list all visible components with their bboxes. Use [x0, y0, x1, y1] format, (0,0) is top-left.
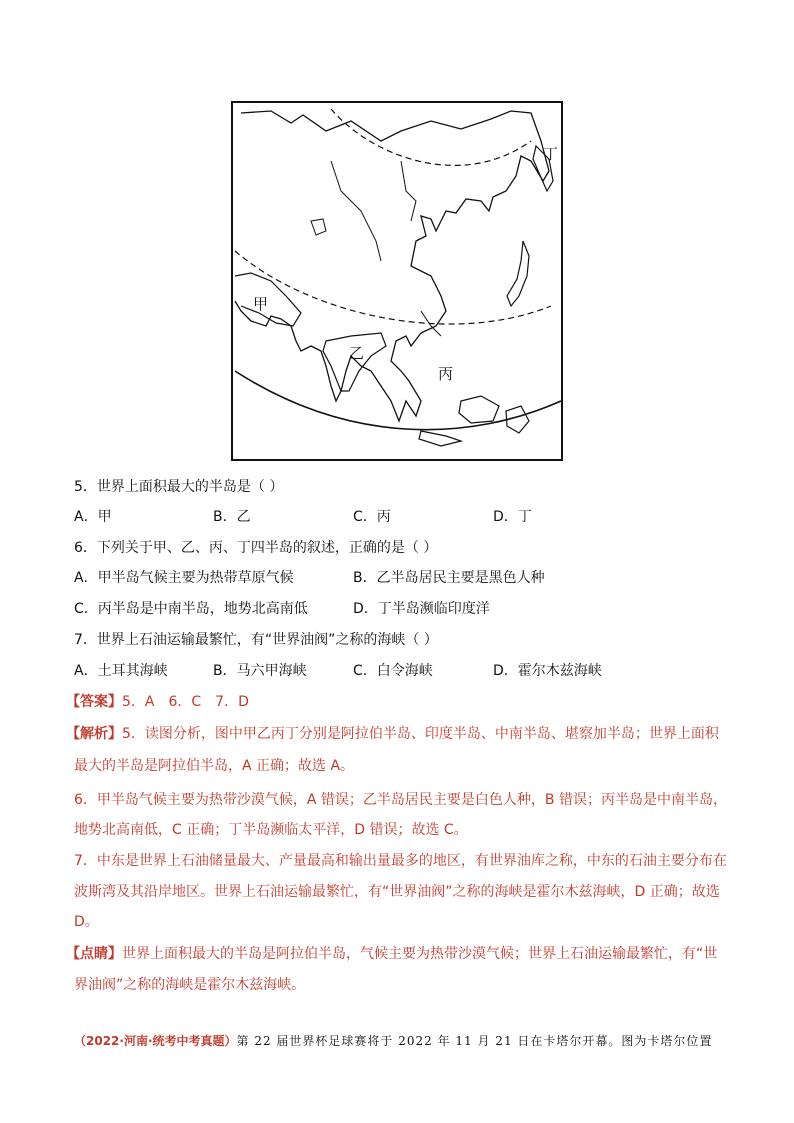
analysis-line-6: 波斯湾及其沿岸地区。世界上石油运输最繁忙，有“世界油阀”之称的海峡是霍尔木兹海峡，D 正确；故选	[74, 884, 720, 900]
asia-peninsula-map	[231, 101, 563, 461]
label-jia: 甲	[253, 295, 269, 313]
comment-tag: 【点睛】	[66, 946, 122, 962]
q5-option-b: B．乙	[213, 509, 251, 525]
next-question-text: 第 22 届世界杯足球赛将于 2022 年 11 月 21 日在卡塔尔开幕。图为卡塔尔位置	[236, 1034, 713, 1048]
q7-option-c: C．白令海峡	[353, 663, 433, 679]
q5-option-c: C．丙	[353, 509, 391, 525]
comment-line-2: 界油阀”之称的海峡是霍尔木兹海峡。	[74, 977, 306, 993]
analysis-text-1: 5．读图分析，图中甲乙丙丁分别是阿拉伯半岛、印度半岛、中南半岛、堪察加半岛；世界上面积	[122, 726, 719, 742]
q5-option-a: A．甲	[74, 509, 112, 525]
q6-option-b: B．乙半岛居民主要是黑色人种	[353, 570, 545, 586]
label-yi: 乙	[349, 344, 365, 362]
map-svg	[231, 101, 563, 461]
q6-stem: 6．下列关于甲、乙、丙、丁四半岛的叙述，正确的是（ ）	[74, 540, 438, 556]
label-ding: 丁	[543, 145, 559, 163]
answer-line	[66, 692, 249, 712]
q7-option-a: A．土耳其海峡	[74, 663, 168, 679]
next-question-intro	[74, 1032, 712, 1050]
map-frame	[232, 102, 562, 460]
q6-option-d: D．丁半岛濒临印度洋	[353, 601, 490, 617]
analysis-line-4: 地势北高南低，C 正确；丁半岛濒临太平洋，D 错误；故选 C。	[74, 822, 468, 838]
analysis-tag: 【解析】	[66, 726, 122, 742]
source-tag: （2022·河南·统考中考真题）	[74, 1034, 237, 1048]
q5-option-d: D．丁	[493, 509, 532, 525]
answer-text: 5．A 6．C 7．D	[122, 694, 249, 710]
label-bing: 丙	[438, 365, 454, 383]
q6-option-a: A．甲半岛气候主要为热带草原气候	[74, 570, 294, 586]
analysis-line-5: 7．中东是世界上石油储量最大、产量最高和输出量最多的地区，有世界油库之称，中东的石油主要分布在	[74, 853, 727, 869]
analysis-line-3: 6．甲半岛气候主要为热带沙漠气候，A 错误；乙半岛居民主要是白色人种，B 错误；丙半岛是中南半岛，	[74, 792, 727, 808]
analysis-line-1	[66, 724, 719, 744]
q6-option-c: C．丙半岛是中南半岛，地势北高南低	[74, 601, 308, 617]
q5-stem: 5．世界上面积最大的半岛是（ ）	[74, 479, 284, 495]
analysis-line-7: D。	[74, 914, 99, 930]
comment-text-1: 世界上面积最大的半岛是阿拉伯半岛，气候主要为热带沙漠气候；世界上石油运输最繁忙，有“世	[122, 946, 718, 962]
q7-option-d: D．霍尔木兹海峡	[493, 663, 602, 679]
q7-option-b: B．马六甲海峡	[213, 663, 307, 679]
comment-line-1	[66, 944, 717, 964]
answer-tag: 【答案】	[66, 694, 122, 710]
q7-stem: 7．世界上石油运输最繁忙，有“世界油阀”之称的海峡（ ）	[74, 632, 438, 648]
analysis-line-2: 最大的半岛是阿拉伯半岛，A 正确；故选 A。	[74, 758, 355, 774]
